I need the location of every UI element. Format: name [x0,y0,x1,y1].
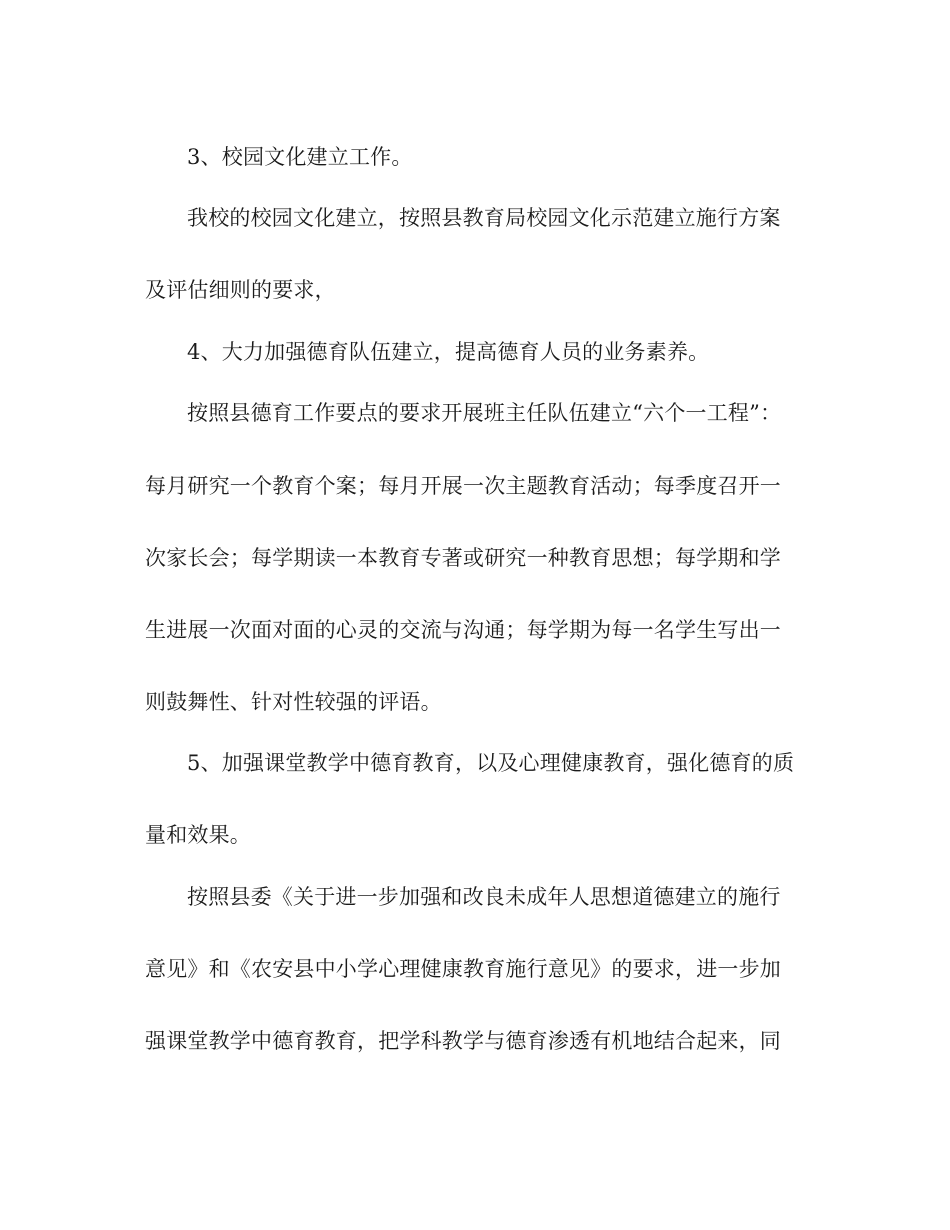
paragraph-line: 则鼓舞性、针对性较强的评语。 [145,690,442,714]
paragraph-line: 我校的校园文化建立，按照县教育局校园文化示范建立施行方案 [187,206,781,230]
paragraph-line: 按照县德育工作要点的要求开展班主任队伍建立“六个一工程”： [187,401,782,425]
section-heading-4: 4、大力加强德育队伍建立，提高德育人员的业务素养。 [187,340,710,364]
paragraph-line: 生进展一次面对面的心灵的交流与沟通；每学期为每一名学生写出一 [145,618,781,642]
paragraph-line: 每月研究一个教育个案；每月开展一次主题教育活动；每季度召开一 [145,474,781,498]
paragraph-line: 及评估细则的要求， [145,278,336,302]
paragraph-line: 按照县委《关于进一步加强和改良未成年人思想道德建立的施行 [187,885,781,909]
paragraph-line: 意见》和《农安县中小学心理健康教育施行意见》的要求，进一步加 [145,957,781,981]
section-heading-3: 3、校园文化建立工作。 [187,145,413,169]
paragraph-line: 次家长会；每学期读一本教育专著或研究一种教育思想；每学期和学 [145,546,781,570]
section-heading-5: 5、加强课堂教学中德育教育，以及心理健康教育，强化德育的质 [187,751,795,775]
paragraph-line: 强课堂教学中德育教育，把学科教学与德育渗透有机地结合起来，同 [145,1029,781,1053]
paragraph-line: 量和效果。 [145,823,251,847]
